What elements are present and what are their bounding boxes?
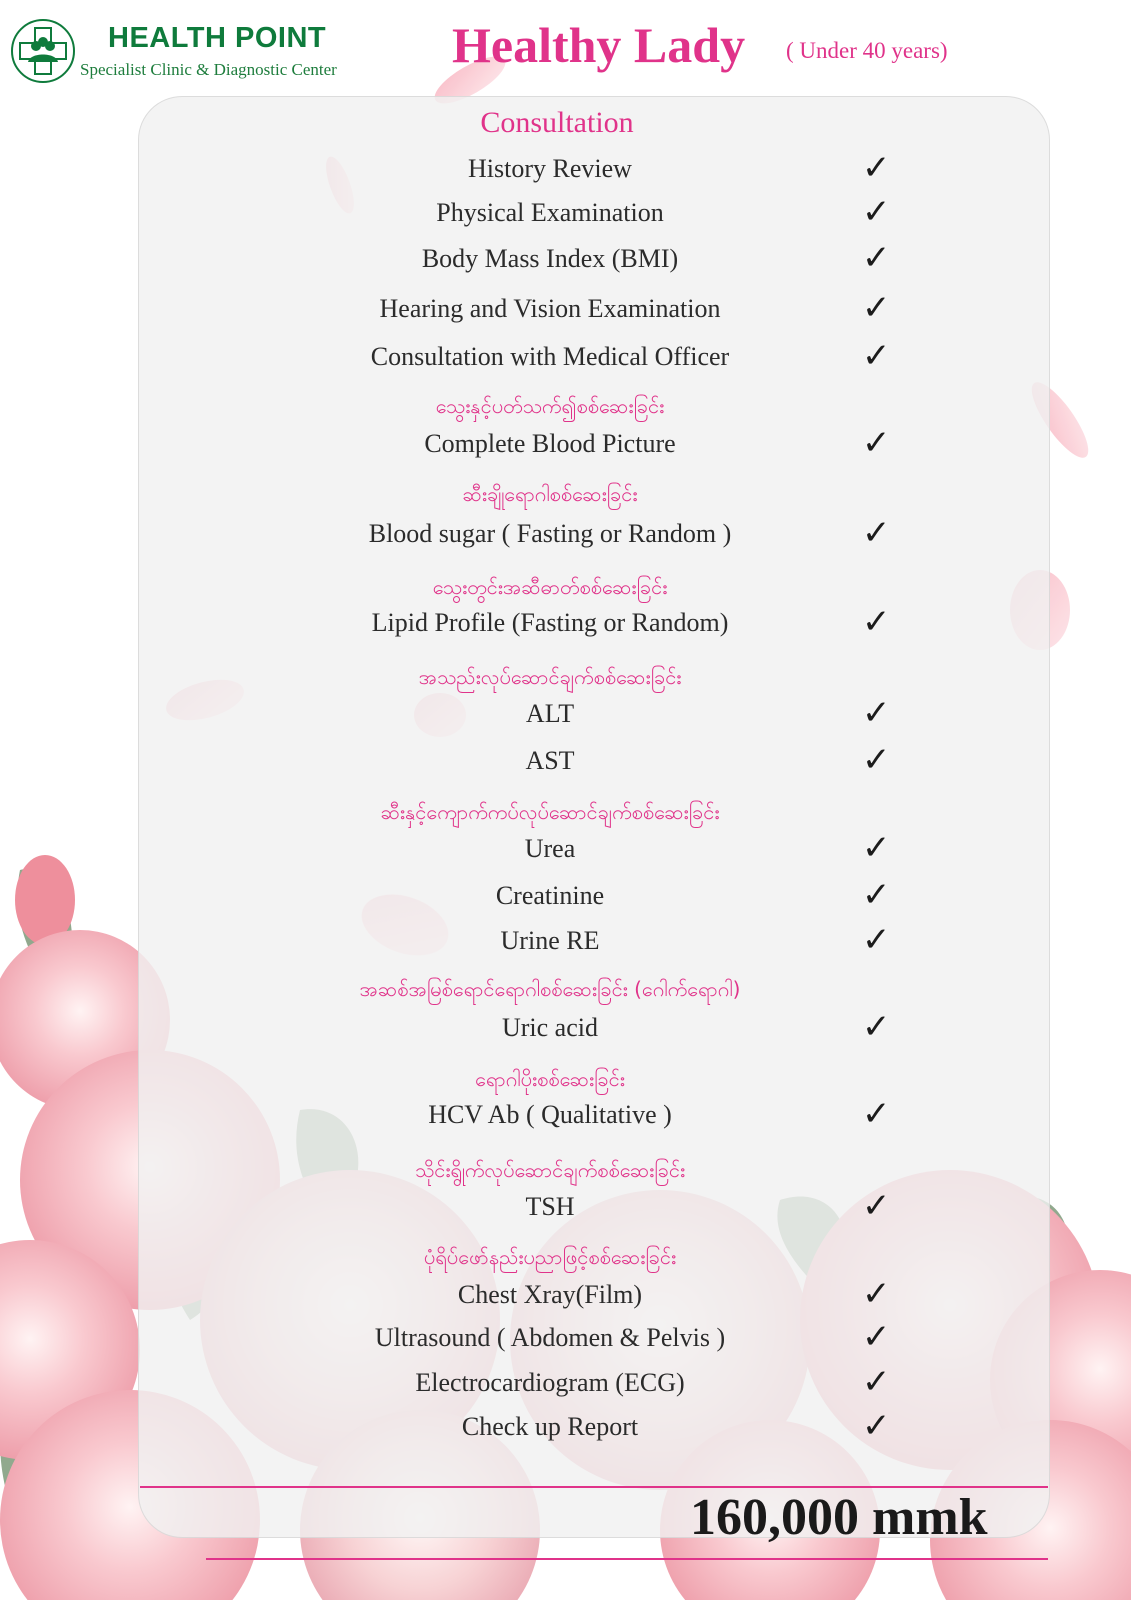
list-item: Blood sugar ( Fasting or Random ) — [368, 519, 732, 548]
list-item: Chest Xray(Film) — [457, 1280, 643, 1309]
check-icon: ✓ — [862, 828, 891, 868]
list-item: ALT — [525, 699, 575, 728]
check-icon: ✓ — [862, 288, 891, 328]
list-item: Urine RE — [500, 926, 600, 955]
list-item: Ultrasound ( Abdomen & Pelvis ) — [374, 1323, 726, 1352]
check-icon: ✓ — [862, 693, 891, 733]
list-item: HCV Ab ( Qualitative ) — [428, 1100, 672, 1129]
health-point-logo-icon — [10, 18, 76, 84]
section-heading: Consultation — [480, 106, 634, 139]
check-icon: ✓ — [862, 336, 891, 376]
list-item: Complete Blood Picture — [424, 429, 676, 458]
category-heading: သွေးတွင်းအဆီဓာတ်စစ်ဆေးခြင်း — [432, 575, 668, 599]
list-item: TSH — [525, 1192, 575, 1221]
check-icon: ✓ — [862, 1406, 891, 1446]
check-icon: ✓ — [862, 423, 891, 463]
list-item: Physical Examination — [436, 198, 664, 227]
check-icon: ✓ — [862, 1007, 891, 1047]
category-heading: ရောဂါပိုးစစ်ဆေးခြင်း — [475, 1067, 625, 1091]
list-item: Consultation with Medical Officer — [370, 342, 730, 371]
list-item: Hearing and Vision Examination — [379, 294, 721, 323]
list-item: Check up Report — [461, 1412, 639, 1441]
list-item: Lipid Profile (Fasting or Random) — [371, 608, 729, 637]
list-item: Urea — [524, 834, 576, 863]
category-heading: ဆီးချိုရောဂါစစ်ဆေးခြင်း — [462, 482, 638, 506]
list-item: Creatinine — [495, 881, 605, 910]
check-icon: ✓ — [862, 740, 891, 780]
check-icon: ✓ — [862, 192, 891, 232]
price: 160,000 mmk — [690, 1489, 988, 1546]
brand-name: HEALTH POINT — [108, 22, 327, 54]
check-icon: ✓ — [862, 920, 891, 960]
header — [0, 0, 1131, 100]
check-icon: ✓ — [862, 602, 891, 642]
check-icon: ✓ — [862, 1186, 891, 1226]
check-icon: ✓ — [862, 875, 891, 915]
age-note: ( Under 40 years) — [786, 38, 948, 63]
category-heading: အဆစ်အမြစ်ရောင်ရောဂါစစ်ဆေးခြင်း (ဂေါက်ရောဂါ) — [359, 977, 741, 1001]
list-item: Electrocardiogram (ECG) — [415, 1368, 685, 1397]
check-icon: ✓ — [862, 513, 891, 553]
list-item: History Review — [468, 154, 632, 183]
check-icon: ✓ — [862, 1274, 891, 1314]
category-heading: ဆီးနှင့်ကျောက်ကပ်လုပ်ဆောင်ချက်စစ်ဆေးခြင်း — [380, 800, 720, 824]
category-heading: သွေးနှင့်ပတ်သက်၍စစ်ဆေးခြင်း — [435, 394, 665, 418]
list-item: AST — [525, 746, 575, 775]
category-heading: သိုင်းရွိုက်လုပ်ဆောင်ချက်စစ်ဆေးခြင်း — [414, 1158, 686, 1182]
check-icon: ✓ — [862, 238, 891, 278]
divider-bottom — [206, 1558, 1048, 1560]
category-heading: ပုံရိပ်ဖော်နည်းပညာဖြင့်စစ်ဆေးခြင်း — [423, 1245, 677, 1269]
page-title: Healthy Lady — [452, 17, 746, 73]
check-icon: ✓ — [862, 1317, 891, 1357]
check-icon: ✓ — [862, 1362, 891, 1402]
list-item: Body Mass Index (BMI) — [421, 244, 679, 273]
check-icon: ✓ — [862, 148, 891, 188]
list-item: Uric acid — [501, 1013, 598, 1042]
category-heading: အသည်းလုပ်ဆောင်ချက်စစ်ဆေးခြင်း — [418, 665, 682, 689]
check-icon: ✓ — [862, 1094, 891, 1134]
brand-subtitle: Specialist Clinic & Diagnostic Center — [80, 60, 337, 79]
